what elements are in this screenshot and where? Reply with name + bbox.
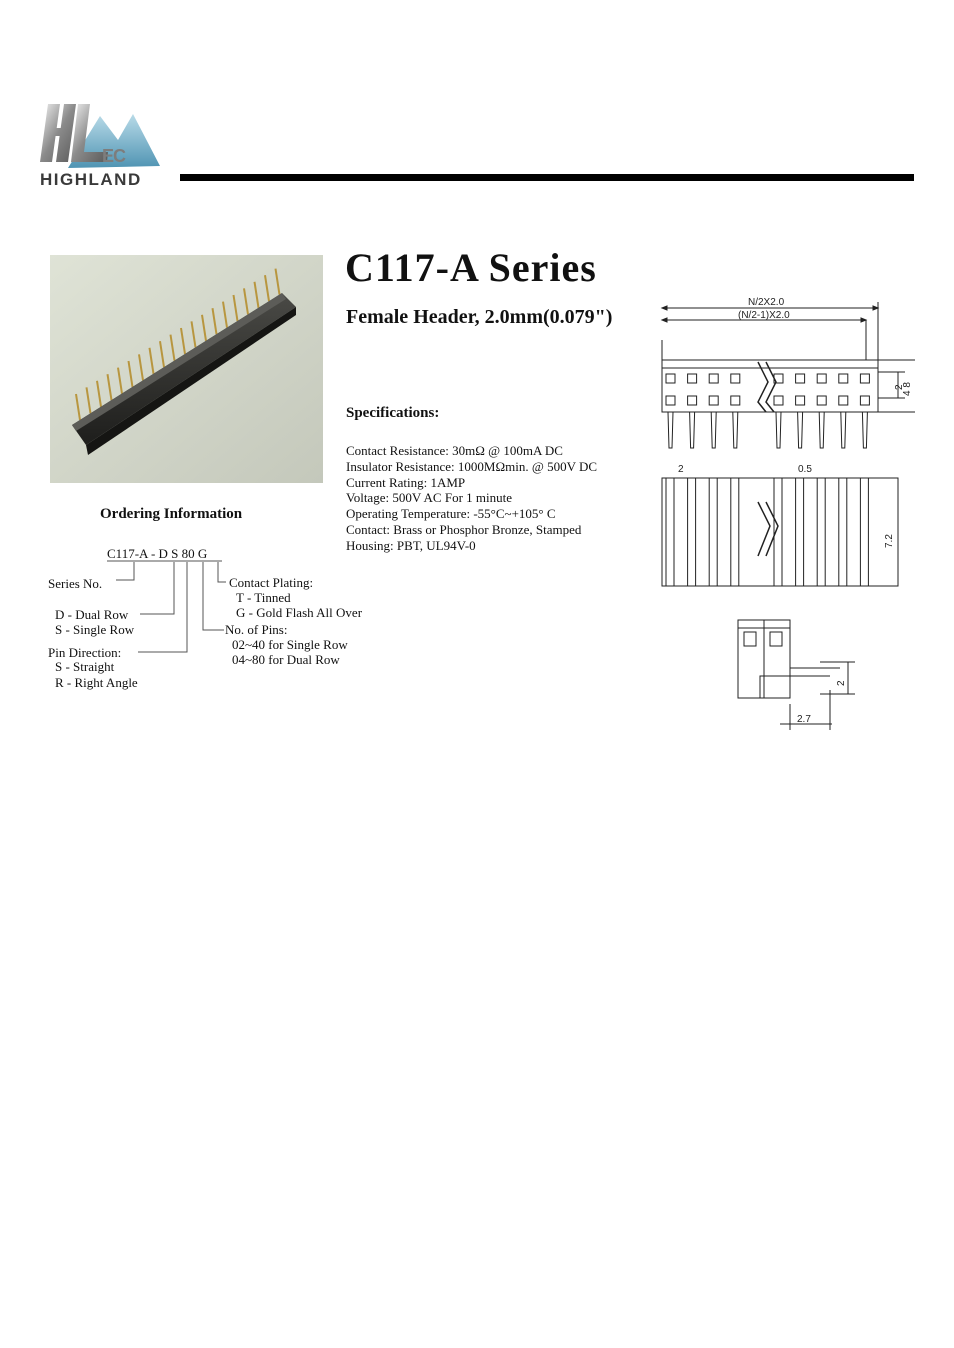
spec-item: Voltage: 500V AC For 1 minute bbox=[346, 490, 512, 506]
spec-item: Current Rating: 1AMP bbox=[346, 474, 466, 490]
direction-option: S - Straight bbox=[55, 659, 115, 674]
drawing-contact-square bbox=[860, 396, 869, 405]
drawing-pin bbox=[862, 412, 867, 448]
dim-height-total: 4 8 bbox=[902, 382, 913, 396]
drawing-pin bbox=[776, 412, 781, 448]
plating-option: T - Tinned bbox=[236, 590, 291, 605]
drawing-pin-slot bbox=[666, 478, 674, 586]
technical-drawing bbox=[640, 290, 930, 740]
drawing-pin bbox=[841, 412, 846, 448]
direction-label: Pin Direction: bbox=[48, 645, 122, 660]
series-label: Series No. bbox=[48, 576, 103, 591]
spec-item: Insulator Resistance: 1000MΩmin. @ 500V DC bbox=[346, 458, 598, 474]
drawing-contact-square bbox=[796, 374, 805, 383]
drawing-contact-square bbox=[731, 374, 740, 383]
drawing-contact-square bbox=[839, 374, 848, 383]
row-option: S - Single Row bbox=[55, 622, 135, 637]
ordering-heading: Ordering Information bbox=[100, 506, 243, 522]
drawing-pin bbox=[690, 412, 695, 448]
plating-option: G - Gold Flash All Over bbox=[236, 605, 363, 620]
brand-name: HIGHLAND bbox=[40, 170, 142, 189]
drawing-contact-square bbox=[688, 374, 697, 383]
drawing-contact-square bbox=[817, 396, 826, 405]
dim-pitch: 2 bbox=[678, 464, 684, 475]
ordering-code: C117-A - D S 80 G bbox=[107, 546, 208, 561]
drawing-contact-square bbox=[839, 396, 848, 405]
drawing-pin-slot bbox=[817, 478, 825, 586]
dim-inner: (N/2-1)X2.0 bbox=[738, 310, 790, 321]
product-subtitle: Female Header, 2.0mm(0.079") bbox=[346, 306, 613, 328]
spec-item: Contact: Brass or Phosphor Bronze, Stamped bbox=[346, 521, 582, 537]
pins-option: 04~80 for Dual Row bbox=[232, 652, 340, 667]
drawing-pin-slot bbox=[688, 478, 696, 586]
plating-label: Contact Plating: bbox=[229, 575, 314, 590]
spec-item: Housing: PBT, UL94V-0 bbox=[346, 537, 476, 553]
svg-text:EC: EC bbox=[102, 146, 126, 166]
drawing-pin-slot bbox=[709, 478, 717, 586]
drawing-contact-square bbox=[666, 374, 675, 383]
drawing-pin bbox=[733, 412, 738, 448]
spec-item: Operating Temperature: -55°C~+105° C bbox=[346, 506, 556, 522]
drawing-pin bbox=[711, 412, 716, 448]
drawing-pin bbox=[668, 412, 673, 448]
ordering-connector-lines bbox=[0, 0, 400, 700]
drawing-contact-square bbox=[796, 396, 805, 405]
drawing-contact-square bbox=[731, 396, 740, 405]
drawing-contact-square bbox=[709, 396, 718, 405]
dim-side-offset: 2.7 bbox=[797, 714, 811, 725]
drawing-contact-square bbox=[860, 374, 869, 383]
dim-pin-width: 0.5 bbox=[798, 464, 812, 475]
row-option: D - Dual Row bbox=[55, 607, 129, 622]
dim-row: 2 bbox=[894, 384, 905, 390]
drawing-contact-square bbox=[774, 396, 783, 405]
drawing-contact-square bbox=[666, 396, 675, 405]
drawing-pin bbox=[819, 412, 824, 448]
product-title: C117-A Series bbox=[345, 245, 597, 290]
drawing-pin-slot bbox=[796, 478, 804, 586]
direction-option: R - Right Angle bbox=[55, 675, 138, 690]
dim-overall: N/2X2.0 bbox=[748, 297, 785, 308]
pins-option: 02~40 for Single Row bbox=[232, 637, 348, 652]
dim-body-height: 7.2 bbox=[884, 534, 895, 548]
drawing-pin-slot bbox=[839, 478, 847, 586]
specifications-heading: Specifications: bbox=[346, 405, 440, 421]
pins-label: No. of Pins: bbox=[225, 622, 288, 637]
drawing-pin bbox=[798, 412, 803, 448]
spec-item: Contact Resistance: 30mΩ @ 100mA DC bbox=[346, 443, 563, 458]
drawing-pin-slot bbox=[731, 478, 739, 586]
drawing-contact-square bbox=[709, 374, 718, 383]
drawing-contact-square bbox=[817, 374, 826, 383]
drawing-contact-square bbox=[688, 396, 697, 405]
dim-side-pitch: 2 bbox=[836, 680, 847, 686]
drawing-pin-slot bbox=[860, 478, 868, 586]
